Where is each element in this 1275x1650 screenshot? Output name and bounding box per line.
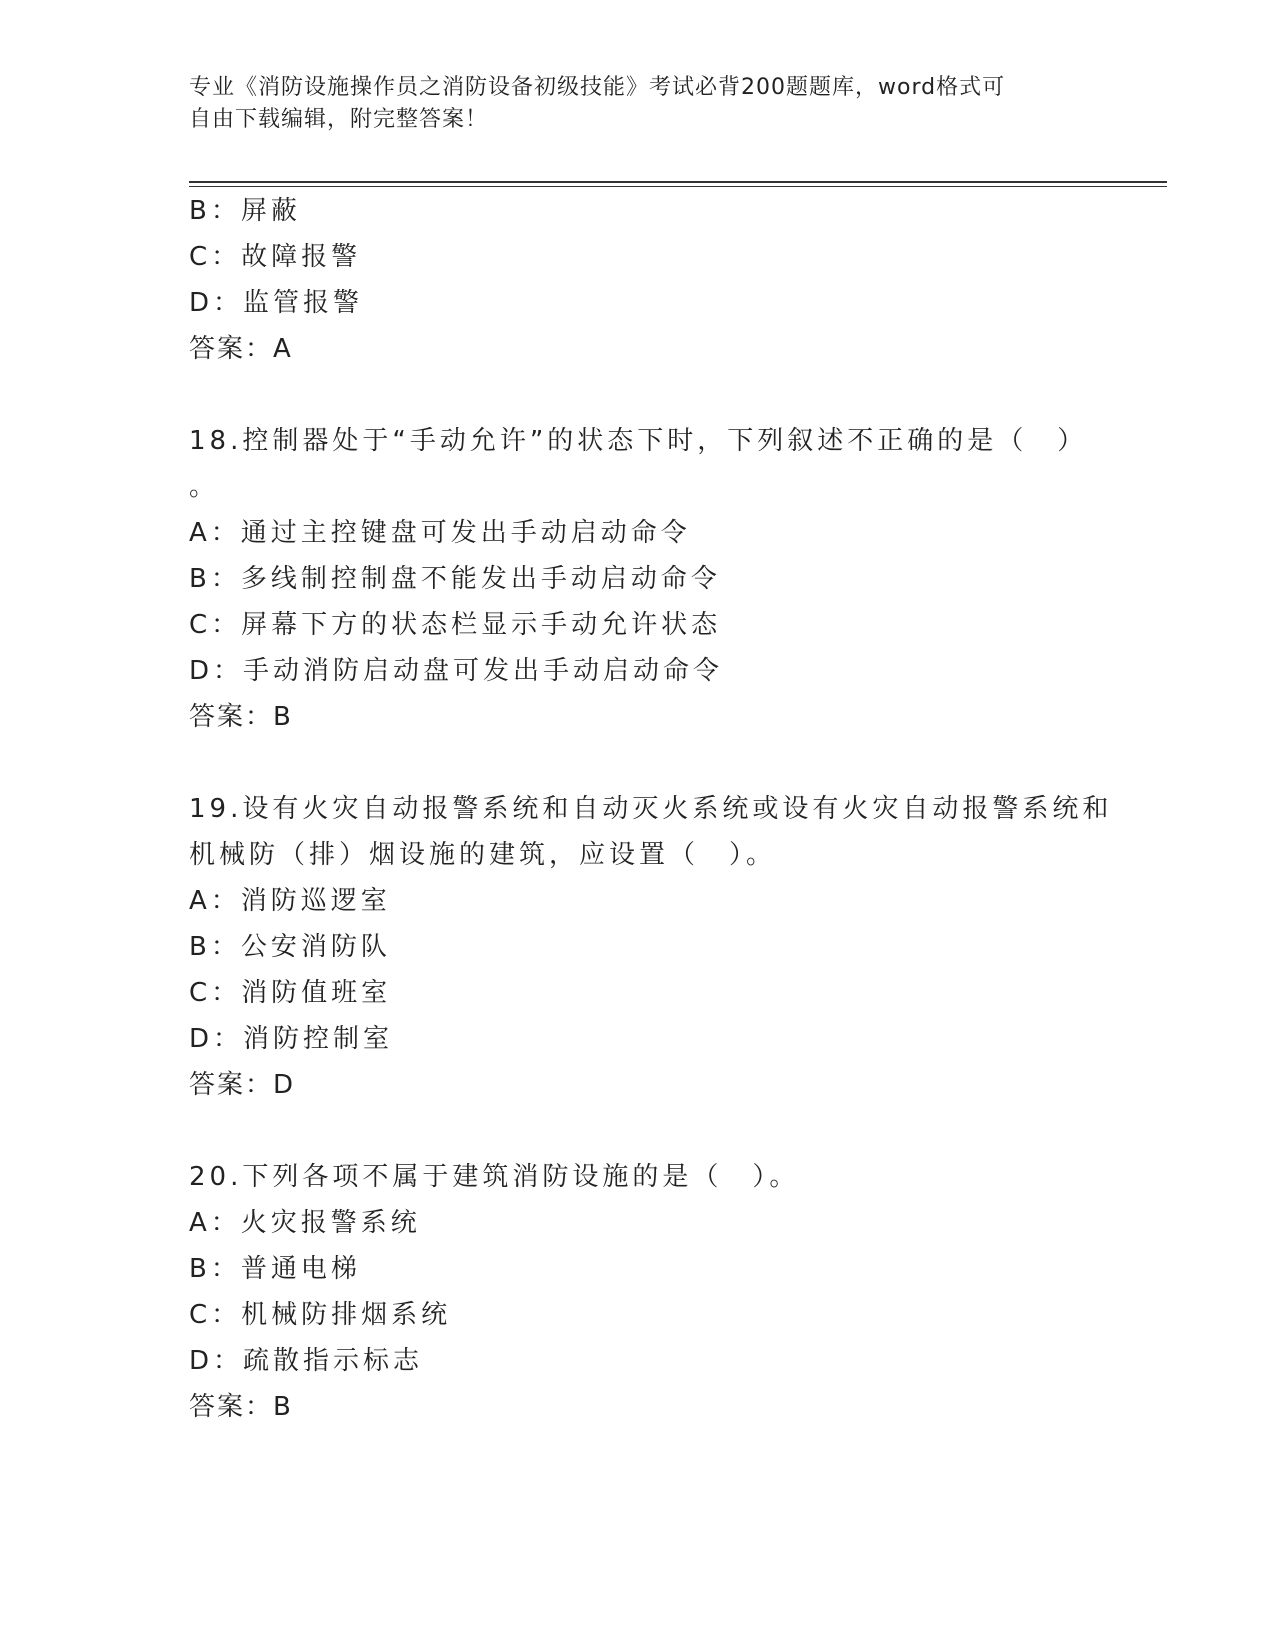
header-line-2: 自由下载编辑，附完整答案！ <box>189 107 489 132</box>
option-c: C：消防值班室 <box>189 978 392 1008</box>
option-a: A：火灾报警系统 <box>189 1208 421 1238</box>
spacer <box>189 1108 1089 1154</box>
question-19 <box>189 786 1113 1108</box>
question-list <box>189 188 1113 1430</box>
document-header <box>189 72 1089 136</box>
option-b: B：屏蔽 <box>189 196 301 226</box>
option-b: B：多线制控制盘不能发出手动启动命令 <box>189 564 721 594</box>
option-b: B：普通电梯 <box>189 1254 361 1284</box>
question-20 <box>189 1154 1089 1430</box>
answer-line: 答案：D <box>189 1070 296 1100</box>
spacer <box>189 372 1089 418</box>
option-d: D：疏散指示标志 <box>189 1346 424 1376</box>
answer-line: 答案：B <box>189 1392 293 1422</box>
header-line-1: 专业《消防设施操作员之消防设备初级技能》考试必背200题题库，word格式可 <box>189 75 1006 100</box>
spacer <box>189 740 1089 786</box>
answer-line: 答案：B <box>189 702 293 732</box>
question-stem: 19.设有火灾自动报警系统和自动灭火系统或设有火灾自动报警系统和 <box>189 794 1113 824</box>
answer-line: 答案：A <box>189 334 293 364</box>
question-stem: 20.下列各项不属于建筑消防设施的是（ ）。 <box>189 1162 800 1192</box>
option-a: A：通过主控键盘可发出手动启动命令 <box>189 518 691 548</box>
question-stem-continued: 机械防（排）烟设施的建筑，应设置（ ）。 <box>189 840 777 870</box>
option-d: D：消防控制室 <box>189 1024 394 1054</box>
question-17-tail <box>189 188 1089 372</box>
option-d: D：手动消防启动盘可发出手动启动命令 <box>189 656 724 686</box>
option-c: C：故障报警 <box>189 242 362 272</box>
question-stem-continued: 。 <box>189 472 220 502</box>
option-b: B：公安消防队 <box>189 932 391 962</box>
option-d: D：监管报警 <box>189 288 364 318</box>
header-divider-thick <box>189 181 1167 183</box>
option-c: C：屏幕下方的状态栏显示手动允许状态 <box>189 610 722 640</box>
question-stem: 18.控制器处于“手动允许”的状态下时，下列叙述不正确的是（ ） <box>189 426 1088 456</box>
option-c: C：机械防排烟系统 <box>189 1300 452 1330</box>
question-18 <box>189 418 1089 740</box>
option-a: A：消防巡逻室 <box>189 886 391 916</box>
header-divider-thin <box>189 186 1167 187</box>
